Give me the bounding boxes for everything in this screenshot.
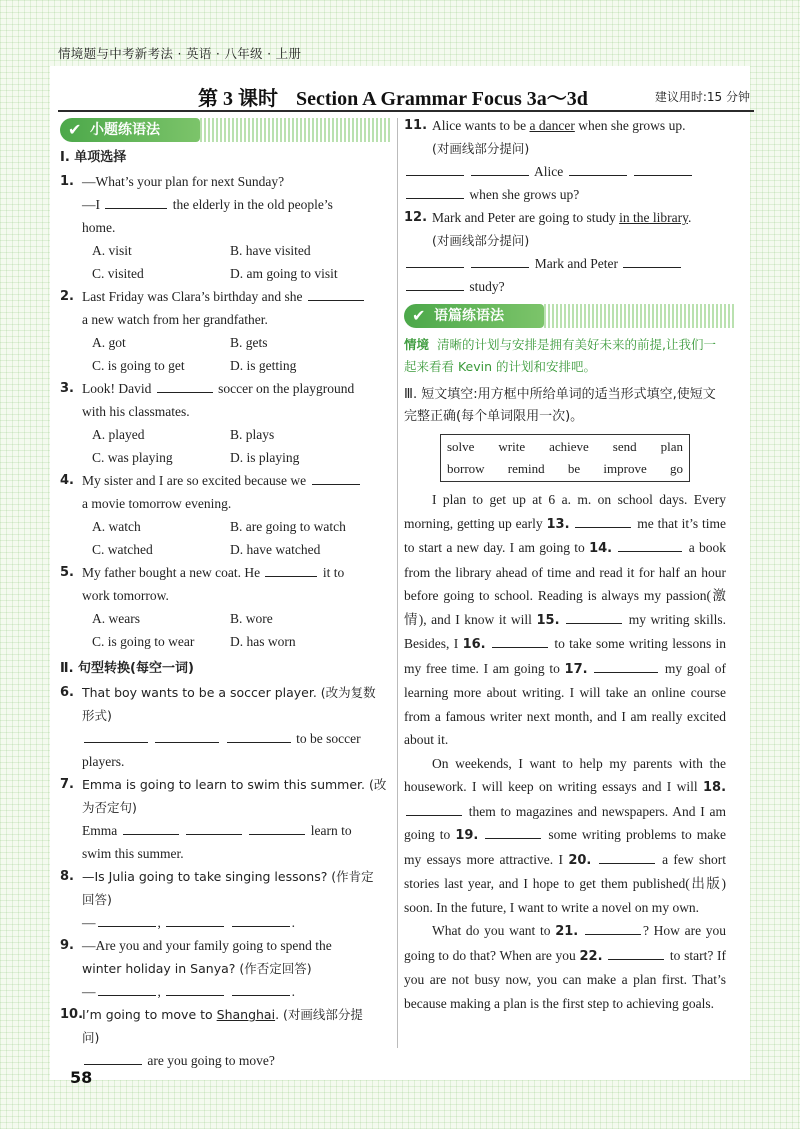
question-text: the elderly in the old people’s — [172, 197, 333, 212]
question-number: 3. — [60, 381, 74, 396]
question-text: —Are you and your family going to spend the — [82, 938, 332, 953]
question-text: home. — [82, 220, 116, 235]
blank-number: 19. — [455, 828, 479, 843]
passage-text: to start? If you are not busy now, you can make a plan first. That’s because making a plan is the first step to achieving goals. — [404, 947, 726, 1011]
word-option: remind — [507, 461, 545, 476]
lesson-number: 第 3 课时 — [198, 88, 278, 110]
question-text: 问) — [82, 1030, 100, 1045]
question-number: 11. — [404, 118, 428, 133]
answer-blank[interactable] — [232, 982, 290, 996]
question-text: —I — [82, 197, 100, 212]
passage-paragraph-3 — [404, 919, 726, 1015]
word-option: go — [669, 461, 683, 476]
answer-blank[interactable] — [166, 982, 224, 996]
question-number: 4. — [60, 473, 74, 488]
question-text: 为否定句) — [82, 800, 137, 815]
banner-part2 — [404, 304, 544, 328]
option-c[interactable]: C. visited — [92, 266, 144, 281]
question-9 — [60, 934, 390, 1003]
underlined-phrase: in the library — [619, 210, 688, 225]
answer-blank[interactable] — [312, 471, 360, 485]
answer-blank-17[interactable] — [594, 659, 658, 673]
blank-number: 14. — [589, 541, 613, 556]
option-a[interactable]: A. wears — [92, 611, 140, 626]
section3-heading: Ⅲ. 短文填空:用方框中所给单词的适当形式填空,使短文完整正确(每个单词限用一次)。 — [404, 387, 716, 424]
passage-text: I plan to get up at 6 a. m. on school days. Every morning, getting up early — [404, 492, 726, 531]
word-box — [440, 434, 690, 482]
question-text: Emma — [82, 823, 118, 838]
answer-blank[interactable] — [232, 913, 290, 927]
suggested-time: 建议用时:15 分钟 — [654, 90, 750, 104]
answer-blank[interactable] — [308, 287, 364, 301]
answer-blank-15[interactable] — [566, 610, 622, 624]
blank-number: 17. — [564, 661, 588, 677]
question-number: 10. — [60, 1007, 84, 1022]
answer-blank[interactable] — [155, 729, 219, 743]
question-number: 1. — [60, 174, 74, 189]
passage-text: my writing skills. Besides, I — [404, 611, 726, 651]
answer-blank[interactable] — [98, 913, 156, 927]
passage-text: me that it’s time to start a new day. I am going to — [404, 515, 727, 555]
passage-text: What do you want to — [432, 923, 551, 938]
question-5 — [60, 561, 390, 653]
question-text: I’m going to move to — [82, 1007, 213, 1022]
word-option: be — [567, 461, 581, 476]
option-b[interactable]: B. plays — [230, 427, 275, 442]
question-text: That boy wants to be a soccer player. (改为复数 — [82, 685, 376, 700]
blank-number: 18. — [702, 780, 727, 795]
blank-number: 22. — [579, 948, 603, 964]
question-text: My sister and I are so excited because we — [82, 473, 307, 488]
option-b[interactable]: B. are going to watch — [230, 519, 346, 534]
question-number: 5. — [60, 565, 74, 580]
option-c[interactable]: C. watched — [92, 542, 153, 557]
lesson-title-bar — [58, 78, 754, 112]
option-b[interactable]: B. have visited — [230, 243, 311, 258]
check-icon: ✔ — [412, 306, 426, 325]
running-head: 情境题与中考新考法 · 英语 · 八年级 · 上册 — [58, 46, 302, 61]
column-divider — [397, 118, 398, 1048]
passage-text: them to magazines and newspapers. And I am going to — [404, 803, 726, 842]
blank-number: 15. — [536, 612, 560, 628]
passage-text: a book from the library ahead of time and read it for half an hour before going to school. Reading is always my passion(激情), and I know it will — [404, 540, 727, 627]
passage-text: some writing problems to make my essays more attractive. I — [404, 827, 726, 867]
answer-blank[interactable] — [406, 254, 464, 268]
left-column — [60, 118, 390, 1072]
banner-part1 — [60, 118, 200, 142]
check-icon: ✔ — [68, 120, 82, 139]
option-a[interactable]: A. watch — [92, 519, 141, 534]
question-text: winter holiday in Sanya? (作否定回答) — [82, 961, 312, 976]
answer-blank-14[interactable] — [618, 538, 682, 552]
question-text: soccer on the playground — [218, 381, 355, 396]
question-text: Look! David — [82, 381, 152, 396]
passage-paragraph-2 — [404, 752, 726, 920]
question-text: . — [687, 210, 692, 225]
answer-blank[interactable] — [623, 254, 681, 268]
answer-blank-19[interactable] — [485, 825, 541, 839]
blank-number: 13. — [546, 516, 570, 532]
question-text: learn to — [310, 823, 352, 838]
answer-blank[interactable] — [166, 913, 224, 927]
answer-blank[interactable] — [634, 162, 692, 176]
page-number: 58 — [70, 1068, 93, 1087]
option-c[interactable]: C. was playing — [92, 450, 173, 465]
question-text: —Is Julia going to take singing lessons? (作肯定 — [82, 869, 374, 884]
word-option: borrow — [447, 461, 485, 476]
answer-blank[interactable] — [406, 277, 464, 291]
answer-blank[interactable] — [265, 563, 317, 577]
question-text: My father bought a new coat. He — [82, 565, 261, 580]
answer-blank-22[interactable] — [608, 946, 664, 960]
passage-text: a few short stories last year, and I hope to get them published(出版) soon. In the future, I want to write a novel on my own. — [404, 851, 727, 915]
underlined-phrase: Shanghai — [216, 1007, 276, 1022]
question-text: to be soccer — [296, 731, 361, 746]
question-text: it to — [322, 565, 345, 580]
question-text: Emma is going to learn to swim this summer. (改 — [82, 777, 387, 792]
question-text: swim this summer. — [82, 846, 184, 861]
passage — [404, 488, 726, 1015]
question-text: work tomorrow. — [82, 588, 169, 603]
answer-dash: — — [82, 915, 96, 930]
underlined-phrase: a dancer — [529, 118, 575, 133]
answer-blank[interactable] — [123, 821, 179, 835]
passage-paragraph-1 — [404, 488, 726, 752]
banner-part1-label: 小题练语法 — [90, 122, 160, 138]
question-text: are you going to move? — [147, 1053, 275, 1068]
word-option: achieve — [549, 439, 589, 454]
word-row — [447, 458, 683, 480]
option-b[interactable]: B. gets — [230, 335, 268, 350]
word-option: write — [498, 439, 526, 454]
lesson-title — [198, 82, 588, 111]
answer-blank[interactable] — [406, 185, 464, 199]
question-3 — [60, 377, 390, 469]
answer-blank-20[interactable] — [599, 850, 655, 864]
question-text: —What’s your plan for next Sunday? — [82, 174, 285, 189]
question-text: players. — [82, 754, 125, 769]
question-text: a movie tomorrow evening. — [82, 496, 232, 511]
answer-blank[interactable] — [186, 821, 242, 835]
word-option: plan — [660, 439, 683, 454]
question-text: Mark and Peter are going to study — [432, 210, 616, 225]
answer-blank[interactable] — [105, 195, 167, 209]
question-number: 9. — [60, 938, 74, 953]
question-2 — [60, 285, 390, 377]
passage-text: ? How are you going to do that? When are you — [404, 923, 727, 963]
punctuation: . — [291, 984, 295, 999]
option-a[interactable]: A. got — [92, 335, 126, 350]
option-d[interactable]: D. is getting — [230, 358, 297, 373]
answer-blank[interactable] — [249, 821, 305, 835]
question-text: Alice — [534, 164, 564, 179]
question-7 — [60, 773, 390, 865]
passage-text: On weekends, I want to help my parents with the housework. I will keep on writing essays and I will — [404, 755, 726, 794]
question-text: when she grows up. — [578, 118, 686, 133]
answer-dash: — — [82, 984, 96, 999]
question-text: (对画线部分提问) — [432, 233, 530, 248]
punctuation: , — [157, 984, 161, 999]
right-column — [404, 114, 726, 1015]
question-text: . (对画线部分提 — [275, 1007, 363, 1022]
question-11 — [404, 114, 726, 206]
option-d[interactable]: D. has worn — [230, 634, 296, 649]
option-b[interactable]: B. wore — [230, 611, 273, 626]
answer-blank[interactable] — [569, 162, 627, 176]
question-text: (对画线部分提问) — [432, 141, 530, 156]
answer-blank-18[interactable] — [406, 802, 462, 816]
question-12 — [404, 206, 726, 298]
question-8 — [60, 865, 390, 934]
question-4 — [60, 469, 390, 561]
option-a[interactable]: A. visit — [92, 243, 132, 258]
section2-heading: Ⅱ. 句型转换(每空一词) — [60, 661, 194, 676]
answer-blank-16[interactable] — [492, 634, 548, 648]
word-row — [447, 436, 683, 458]
question-text: 形式) — [82, 708, 112, 723]
context-text: 清晰的计划与安排是拥有美好未来的前提,让我们一起来看看 Kevin 的计划和安排吧。 — [404, 337, 716, 374]
answer-blank[interactable] — [406, 162, 464, 176]
answer-blank[interactable] — [157, 379, 213, 393]
section1-heading: Ⅰ. 单项选择 — [60, 150, 127, 165]
question-text: when she grows up? — [469, 187, 580, 202]
passage-text: my goal of learning more about writing. I will take an online course from a famous writer next month, and I am really excited about it. — [404, 660, 726, 747]
question-1 — [60, 170, 390, 285]
question-text: Alice wants to be — [432, 118, 527, 133]
answer-blank[interactable] — [84, 1051, 142, 1065]
blank-number: 21. — [555, 924, 579, 939]
question-number: 7. — [60, 777, 74, 792]
question-6 — [60, 681, 390, 773]
option-d[interactable]: D. is playing — [230, 450, 300, 465]
answer-blank-21[interactable] — [585, 921, 641, 935]
word-option: send — [612, 439, 637, 454]
punctuation: . — [291, 915, 295, 930]
question-number: 2. — [60, 289, 74, 304]
option-c[interactable]: C. is going to wear — [92, 634, 195, 649]
option-d[interactable]: D. am going to visit — [230, 266, 338, 281]
answer-blank-13[interactable] — [575, 514, 631, 528]
answer-blank[interactable] — [471, 162, 529, 176]
question-text: study? — [469, 279, 505, 294]
blank-number: 20. — [568, 852, 592, 868]
question-number: 8. — [60, 869, 74, 884]
answer-blank[interactable] — [227, 729, 291, 743]
question-text: with his classmates. — [82, 404, 190, 419]
question-number: 12. — [404, 210, 428, 225]
question-text: Last Friday was Clara’s birthday and she — [82, 289, 303, 304]
word-option: improve — [603, 461, 647, 476]
context-label: 情境 — [404, 337, 430, 352]
question-text: 回答) — [82, 892, 112, 907]
section-title: Section A Grammar Focus 3a～3d — [296, 88, 588, 110]
question-text: a new watch from her grandfather. — [82, 312, 268, 327]
option-c[interactable]: C. is going to get — [92, 358, 185, 373]
question-number: 6. — [60, 685, 74, 700]
word-option: solve — [447, 439, 475, 454]
answer-blank[interactable] — [471, 254, 529, 268]
option-a[interactable]: A. played — [92, 427, 145, 442]
blank-number: 16. — [462, 637, 486, 652]
banner-part2-label: 语篇练语法 — [434, 308, 504, 324]
question-text: Mark and Peter — [534, 256, 618, 271]
passage-text: to take some writing lessons in my free time. I am going to — [404, 636, 727, 676]
punctuation: , — [157, 915, 161, 930]
answer-blank[interactable] — [98, 982, 156, 996]
context-note — [404, 334, 726, 378]
answer-blank[interactable] — [84, 729, 148, 743]
question-10 — [60, 1003, 390, 1072]
option-d[interactable]: D. have watched — [230, 542, 321, 557]
